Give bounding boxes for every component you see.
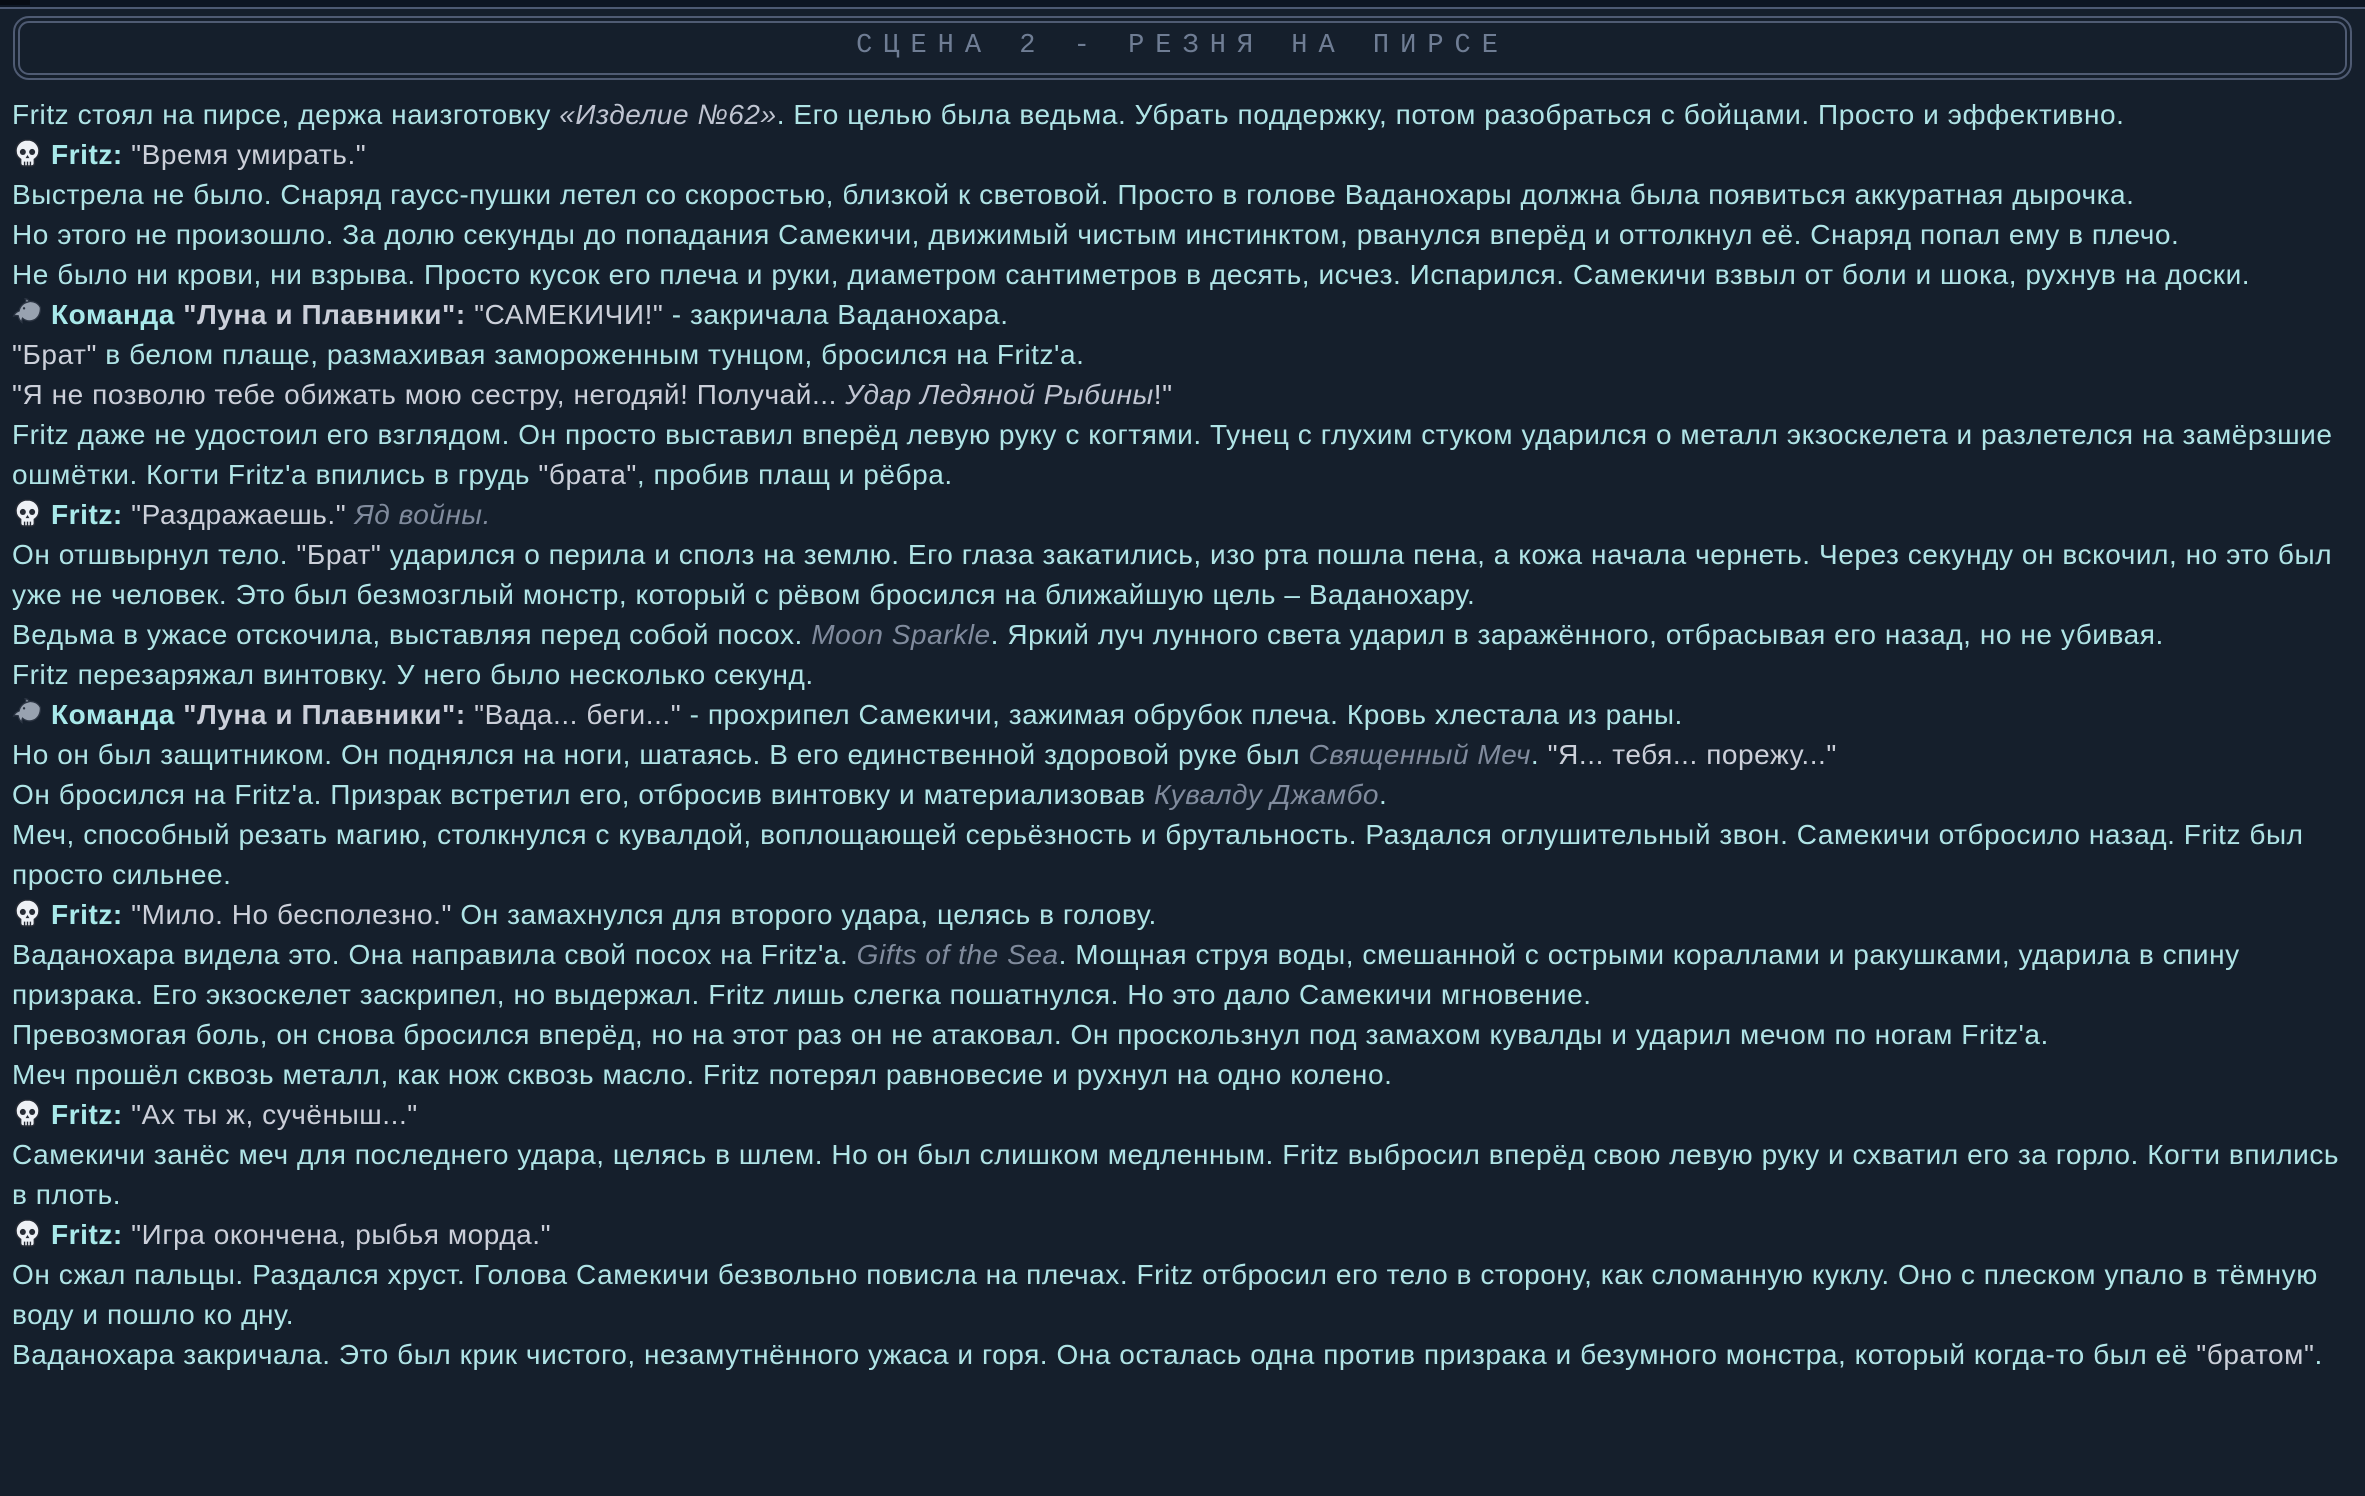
speaker-name: Fritz: — [51, 139, 123, 170]
speaker-name: Команда — [51, 299, 184, 330]
ability-name: Кувалду Джамбо — [1153, 779, 1380, 810]
quoted-text: "Раздражаешь." — [122, 499, 355, 530]
story-paragraph — [12, 1215, 2353, 1255]
story-paragraph — [12, 535, 2353, 615]
narration-text: Самекичи занёс меч для последнего удара, целясь в шлем. Но он был слишком медленным. Fritz выбросил вперёд свою левую руку и схватил его за горло. Когти впились в плоть. — [12, 1139, 2340, 1210]
speaker-name: Fritz: — [51, 1099, 123, 1130]
ability-name: Moon Sparkle — [811, 619, 991, 650]
narration-text: Но этого не произошло. За долю секунды до попадания Самекичи, движимый чистым инстинктом, рванулся вперёд и оттолкнул её. Снаряд попал ему в плечо. — [12, 219, 2180, 250]
previous-message-edge — [0, 0, 2365, 9]
narration-text: . Яркий луч лунного света ударил в заражённого, отбрасывая его назад, но не убивая. — [990, 619, 2164, 650]
story-paragraph — [12, 1135, 2353, 1215]
story-paragraph — [12, 695, 2353, 735]
story-paragraph — [12, 655, 2353, 695]
quoted-text: "Я... тебя... порежу..." — [1547, 739, 1837, 770]
narration-text: . — [1379, 779, 1388, 810]
speaker-name: Fritz: — [51, 1219, 123, 1250]
story-paragraph — [12, 935, 2353, 1015]
story-paragraph — [12, 495, 2353, 535]
narration-text: Выстрела не было. Снаряд гаусс-пушки летел со скоростью, близкой к световой. Просто в голове Ваданохары должна была появиться аккуратная дырочка. — [12, 179, 2135, 210]
story-text — [0, 80, 2365, 1375]
story-paragraph — [12, 255, 2353, 295]
quoted-text: "братом" — [2196, 1339, 2315, 1370]
narration-text: Но он был защитником. Он поднялся на ноги, шатаясь. В его единственной здоровой руке был — [12, 739, 1309, 770]
narration-text: Fritz перезаряжал винтовку. У него было несколько секунд. — [12, 659, 814, 690]
quoted-text: !" — [1153, 379, 1173, 410]
quoted-ability-name: Удар Ледяной Рыбины — [845, 379, 1154, 410]
skull-icon — [12, 498, 43, 529]
narration-text: ударился о перила и сполз на землю. Его глаза закатились, изо рта пошла пена, а кожа начала чернеть. Через секунду он вскочил, но это был уже не человек. Это был безмозглый монстр, который с рёвом бросился на ближайшую цель – Ваданохару. — [12, 539, 2333, 610]
dolphin-icon — [12, 698, 43, 729]
skull-icon — [12, 898, 43, 929]
quoted-text: "Игра окончена, рыбья морда." — [122, 1219, 552, 1250]
story-paragraph — [12, 895, 2353, 935]
dolphin-icon — [12, 298, 43, 329]
narration-text: - прохрипел Самекичи, зажимая обрубок плеча. Кровь хлестала из раны. — [681, 699, 1683, 730]
quoted-text: "Брат" — [12, 339, 97, 370]
story-paragraph — [12, 135, 2353, 175]
quoted-text: "Мило. Но бесполезно." — [122, 899, 453, 930]
story-paragraph — [12, 1335, 2353, 1375]
story-paragraph — [12, 295, 2353, 335]
ability-name: Священный Меч — [1308, 739, 1531, 770]
narration-text: Он сжал пальцы. Раздался хруст. Голова Самекичи безвольно повисла на плечах. Fritz отбросил его тело в сторону, как сломанную куклу. Оно с плеском упало в тёмную воду и пошло ко дну. — [12, 1259, 2318, 1330]
speaker-name-quoted: "Луна и Плавники": — [183, 299, 466, 330]
narration-text: Ваданохара закричала. Это был крик чистого, незамутнённого ужаса и горя. Она осталась одна против призрака и безумного монстра, который когда-то был её — [12, 1339, 2197, 1370]
speaker-name-quoted: "Луна и Плавники": — [183, 699, 466, 730]
speaker-name: Fritz: — [51, 899, 123, 930]
ability-name: Яд войны. — [354, 499, 491, 530]
narration-text: , пробив плащ и рёбра. — [636, 459, 953, 490]
narration-text: Меч прошёл сквозь металл, как нож сквозь масло. Fritz потерял равновесие и рухнул на одно колено. — [12, 1059, 1393, 1090]
quoted-text: "Ах ты ж, сучёныш..." — [122, 1099, 418, 1130]
narration-text: Он замахнулся для второго удара, целясь в голову. — [452, 899, 1157, 930]
story-paragraph — [12, 615, 2353, 655]
speaker-name: Fritz: — [51, 499, 123, 530]
quoted-text: "САМЕКИЧИ!" — [465, 299, 664, 330]
ability-name: Gifts of the Sea — [856, 939, 1059, 970]
story-paragraph — [12, 815, 2353, 895]
story-paragraph — [12, 735, 2353, 775]
narration-text: . — [1530, 739, 1548, 770]
narration-text: . Его целью была ведьма. Убрать поддержку, потом разобраться с бойцами. Просто и эффективно. — [776, 99, 2125, 130]
scene-title: СЦЕНА 2 - РЕЗНЯ НА ПИРСЕ — [856, 31, 1509, 61]
narration-text: Он бросился на Fritz'а. Призрак встретил его, отбросив винтовку и материализовав — [12, 779, 1154, 810]
narration-text: Превозмогая боль, он снова бросился вперёд, но на этот раз он не атаковал. Он проскользнул под замахом кувалды и ударил мечом по ногам Fritz'а. — [12, 1019, 2049, 1050]
story-paragraph — [12, 1095, 2353, 1135]
quoted-text: "Время умирать." — [122, 139, 367, 170]
narration-text: - закричала Ваданохара. — [663, 299, 1009, 330]
story-paragraph — [12, 95, 2353, 135]
skull-icon — [12, 138, 43, 169]
quoted-text: "Брат" — [296, 539, 382, 570]
story-paragraph — [12, 335, 2353, 375]
scene-header-box-inner — [18, 21, 2347, 75]
narration-text: в белом плаще, размахивая замороженным тунцом, бросился на Fritz'а. — [96, 339, 1085, 370]
speaker-name: Команда — [51, 699, 184, 730]
narration-text: . Мощная струя воды, смешанной с острыми кораллами и ракушками, ударила в спину призрака. Его экзоскелет заскрипел, но выдержал. Fritz лишь слегка пошатнулся. Но это дало Самекичи мгновение. — [12, 939, 2240, 1010]
narration-text: Fritz стоял на пирсе, держа наизготовку — [12, 99, 560, 130]
narration-text: Ведьма в ужасе отскочила, выставляя перед собой посох. — [12, 619, 812, 650]
story-paragraph — [12, 375, 2353, 415]
narration-text: Fritz даже не удостоил его взглядом. Он просто выставил вперёд левую руку с когтями. Тунец с глухим стуком ударился о металл экзоскелета и разлетелся на замёрзшие ошмётки. Когти Fritz'а впились в грудь — [12, 419, 2333, 490]
scene-header-box — [13, 16, 2352, 80]
skull-icon — [12, 1218, 43, 1249]
narration-text: Не было ни крови, ни взрыва. Просто кусок его плеча и руки, диаметром сантиметров в десять, исчез. Испарился. Самекичи взвыл от боли и шока, рухнув на доски. — [12, 259, 2251, 290]
quoted-ability-name: «Изделие №62» — [559, 99, 777, 130]
story-paragraph — [12, 775, 2353, 815]
previous-message-corner — [0, 0, 30, 5]
story-paragraph — [12, 175, 2353, 215]
story-paragraph — [12, 1255, 2353, 1335]
quoted-text: "Я не позволю тебе обижать мою сестру, негодяй! Получай... — [12, 379, 846, 410]
story-paragraph — [12, 215, 2353, 255]
story-paragraph — [12, 415, 2353, 495]
quoted-text: "брата" — [538, 459, 637, 490]
story-paragraph — [12, 1055, 2353, 1095]
narration-text: Он отшвырнул тело. — [12, 539, 297, 570]
story-paragraph — [12, 1015, 2353, 1055]
narration-text: Меч, способный резать магию, столкнулся с кувалдой, воплощающей серьёзность и брутальность. Раздался оглушительный звон. Самекичи отбросило назад. Fritz был просто сильнее. — [12, 819, 2304, 890]
narration-text: Ваданохара видела это. Она направила свой посох на Fritz'а. — [12, 939, 857, 970]
narration-text: . — [2314, 1339, 2323, 1370]
skull-icon — [12, 1098, 43, 1129]
quoted-text: "Вада... беги..." — [465, 699, 682, 730]
